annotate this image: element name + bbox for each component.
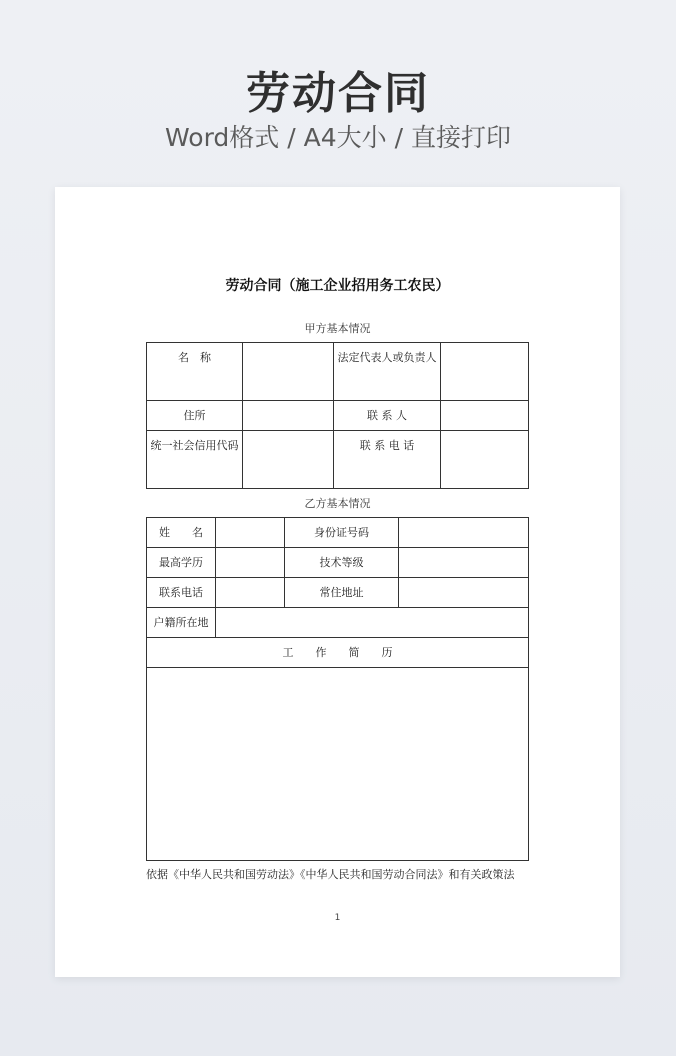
page-number: 1 <box>334 913 341 923</box>
education-value[interactable] <box>216 548 285 578</box>
table-row <box>147 548 529 578</box>
table-row <box>147 578 529 608</box>
party-a-caption: 甲方基本情况 <box>304 322 371 335</box>
banner-subtitle: Word格式 / A4大小 / 直接打印 <box>165 123 511 152</box>
table-row <box>147 401 529 431</box>
table-row <box>147 668 529 861</box>
resume-body[interactable] <box>147 668 529 861</box>
name-value[interactable] <box>243 343 334 401</box>
name-label: 名 称 <box>147 343 243 401</box>
banner-title: 劳动合同 <box>246 68 430 119</box>
address-value[interactable] <box>243 401 334 431</box>
legal-representative-label: 法定代表人或负责人 <box>334 343 441 401</box>
residence-address-value[interactable] <box>399 578 529 608</box>
person-name-label: 姓 名 <box>147 518 216 548</box>
resume-header: 工 作 简 历 <box>147 638 529 668</box>
credit-code-value[interactable] <box>243 431 334 489</box>
household-label: 户籍所在地 <box>147 608 216 638</box>
id-number-value[interactable] <box>399 518 529 548</box>
party-b-table <box>146 517 529 861</box>
address-label: 住所 <box>147 401 243 431</box>
household-value[interactable] <box>216 608 529 638</box>
contact-phone-value[interactable] <box>441 431 529 489</box>
legal-representative-value[interactable] <box>441 343 529 401</box>
table-row <box>147 638 529 668</box>
table-row <box>147 608 529 638</box>
contract-basis-text: 依据《中华人民共和国劳动法》《中华人民共和国劳动合同法》和有关政策法 <box>146 868 515 881</box>
contact-person-label: 联 系 人 <box>334 401 441 431</box>
id-number-label: 身份证号码 <box>285 518 399 548</box>
contact-phone-label: 联 系 电 话 <box>334 431 441 489</box>
document-title: 劳动合同（施工企业招用务工农民） <box>225 278 450 294</box>
table-row <box>147 518 529 548</box>
table-row <box>147 343 529 401</box>
phone-value[interactable] <box>216 578 285 608</box>
document-page <box>55 187 620 977</box>
phone-label: 联系电话 <box>147 578 216 608</box>
contact-person-value[interactable] <box>441 401 529 431</box>
table-row <box>147 431 529 489</box>
party-a-table <box>146 342 529 489</box>
skill-level-label: 技术等级 <box>285 548 399 578</box>
person-name-value[interactable] <box>216 518 285 548</box>
party-b-caption: 乙方基本情况 <box>304 497 371 510</box>
credit-code-label: 统一社会信用代码 <box>147 431 243 489</box>
residence-address-label: 常住地址 <box>285 578 399 608</box>
education-label: 最高学历 <box>147 548 216 578</box>
skill-level-value[interactable] <box>399 548 529 578</box>
